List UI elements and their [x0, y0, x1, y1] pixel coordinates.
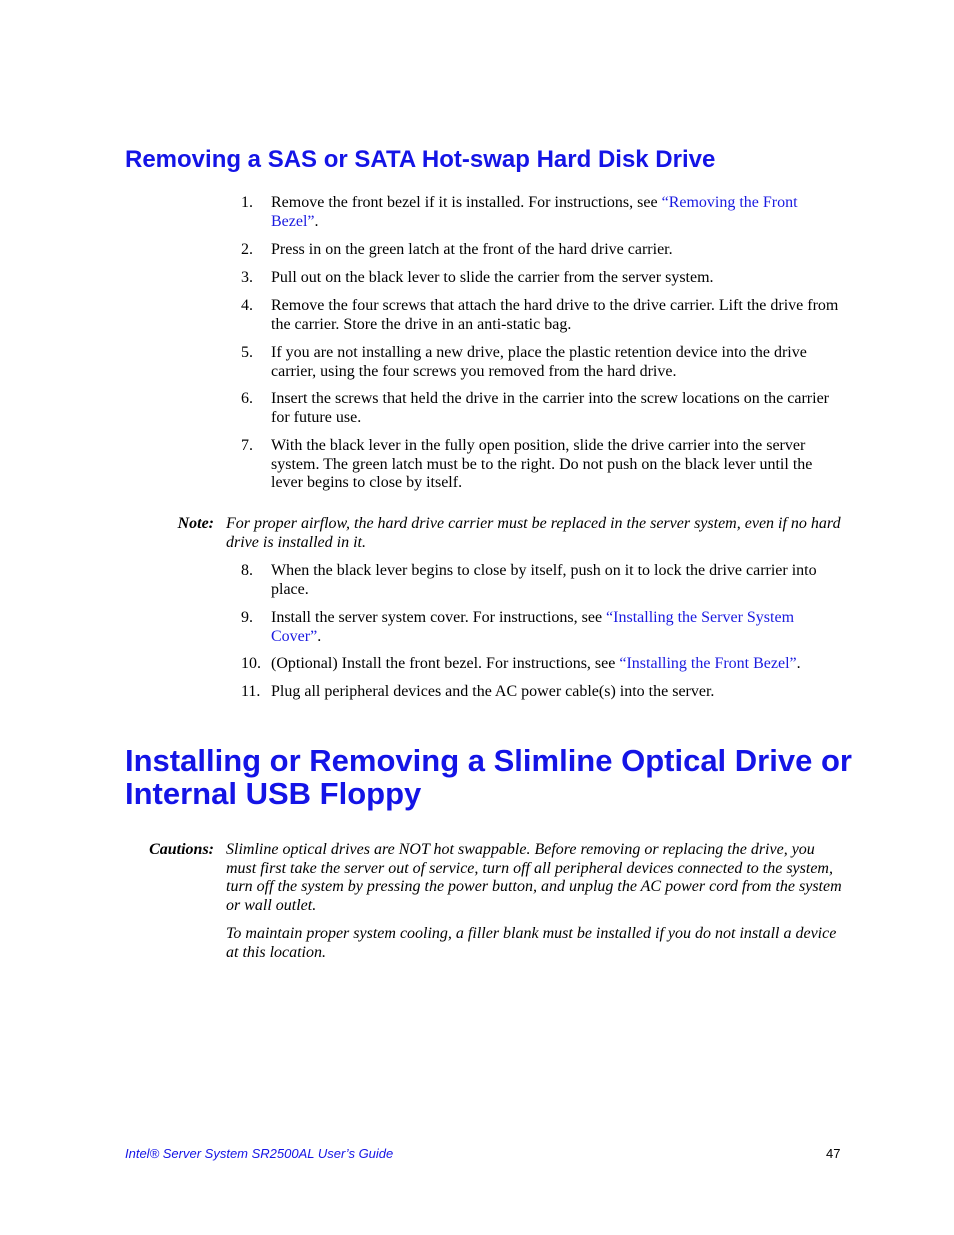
step-number: 7. [241, 437, 253, 454]
footer-title: Intel® Server System SR2500AL User’s Guide [125, 1146, 394, 1161]
note-label: Note: [177, 515, 214, 532]
step-text: Pull out on the black lever to slide the carrier from the server system. [271, 269, 714, 286]
step-text: Press in on the green latch at the front of the hard drive carrier. [271, 241, 673, 258]
step-text-end: . [796, 655, 801, 672]
step-number: 4. [241, 297, 253, 314]
page-number: 47 [826, 1146, 841, 1161]
step-text [271, 194, 841, 231]
step-text: With the black lever in the fully open position, slide the drive carrier into the server system. The green latch must be to the right. Do not push on the black lever until the lever begins to close by itself. [271, 437, 813, 491]
note-block [120, 515, 842, 552]
step-number: 8. [241, 562, 253, 579]
list-item [241, 390, 841, 427]
caution-label: Cautions: [149, 841, 214, 858]
list-item [241, 683, 841, 702]
section-heading-optical-drive: Installing or Removing a Slimline Optical Drive or Internal USB Floppy [125, 743, 852, 811]
section-heading-removing-hdd: Removing a SAS or SATA Hot-swap Hard Disk Drive [125, 146, 716, 173]
step-text-part: Install the server system cover. For instructions, see [271, 609, 607, 626]
step-number: 5. [241, 344, 253, 361]
step-text [271, 609, 841, 646]
list-item [241, 194, 841, 231]
step-number: 2. [241, 241, 253, 258]
step-text-part: Remove the front bezel if it is installed. For instructions, see [271, 194, 662, 211]
link-installing-server-cover[interactable]: “Installing the Server System Cover” [271, 609, 795, 645]
list-item [241, 437, 841, 493]
step-number: 6. [241, 390, 253, 407]
list-item [241, 269, 841, 288]
link-installing-front-bezel[interactable]: “Installing the Front Bezel” [619, 655, 797, 672]
step-number: 9. [241, 609, 253, 626]
step-number: 3. [241, 269, 253, 286]
caution-text: Slimline optical drives are NOT hot swappable. Before removing or replacing the drive, you must first take the server out of service, turn off all peripheral devices connected to the system, turn off the system by pressing the power button, and unplug the AC power cord from the system or wall outlet. [226, 841, 842, 914]
list-item [241, 297, 841, 334]
step-text-part: (Optional) Install the front bezel. For instructions, see [271, 655, 620, 672]
step-number: 10. [241, 655, 261, 672]
step-text-end: . [317, 627, 322, 645]
list-item [241, 609, 841, 646]
step-text: If you are not installing a new drive, place the plastic retention device into the drive carrier, using the four screws you removed from the hard drive. [271, 344, 807, 380]
list-item [241, 655, 841, 674]
step-text: When the black lever begins to close by itself, push on it to lock the drive carrier into place. [271, 562, 817, 598]
caution-block [120, 841, 842, 915]
list-item [241, 241, 841, 260]
step-number: 1. [241, 194, 253, 211]
list-item [241, 344, 841, 381]
note-text: For proper airflow, the hard drive carrier must be replaced in the server system, even if no hard drive is installed in it. [226, 515, 841, 551]
step-text [271, 655, 841, 674]
caution-block-2 [120, 925, 842, 962]
list-item [241, 562, 841, 599]
step-text-end: . [314, 212, 319, 230]
step-text: Remove the four screws that attach the hard drive to the drive carrier. Lift the drive from the carrier. Store the drive in an anti-static bag. [271, 297, 839, 333]
link-removing-front-bezel[interactable]: “Removing the Front Bezel” [271, 194, 798, 230]
step-number: 11. [241, 683, 261, 700]
step-text: Plug all peripheral devices and the AC power cable(s) into the server. [271, 683, 715, 700]
caution-text-2: To maintain proper system cooling, a filler blank must be installed if you do not install a device at this location. [226, 925, 837, 961]
step-text: Insert the screws that held the drive in the carrier into the screw locations on the carrier for future use. [271, 390, 829, 426]
